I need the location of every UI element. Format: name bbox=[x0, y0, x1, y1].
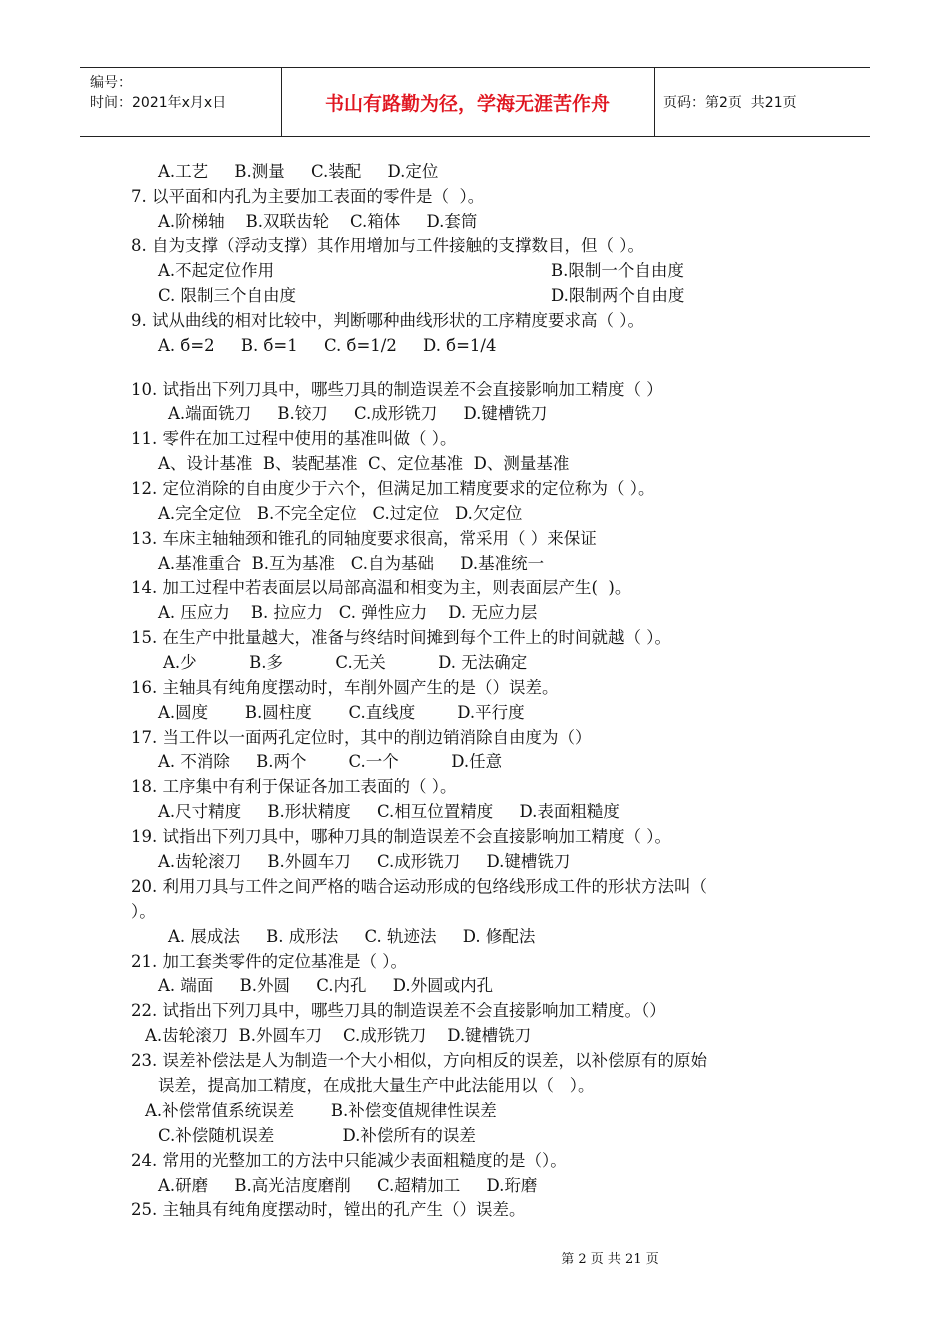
option-line: A.研磨 B.高光洁度磨削 C.超精加工 D.珩磨 bbox=[158, 1176, 538, 1195]
option-line: A.端面铣刀 B.铰刀 C.成形铣刀 D.键槽铣刀 bbox=[168, 404, 548, 423]
question-line: 19. 试指出下列刀具中，哪种刀具的制造误差不会直接影响加工精度（ ）。 bbox=[131, 827, 671, 846]
question-line: 20. 利用刀具与工件之间严格的啮合运动形成的包络线形成工件的形状方法叫（ bbox=[131, 877, 707, 896]
question-line: 14. 加工过程中若表面层以局部高温和相变为主，则表面层产生( )。 bbox=[131, 578, 632, 597]
option-line: A.齿轮滚刀 B.外圆车刀 C.成形铣刀 D.键槽铣刀 bbox=[158, 852, 571, 871]
option-line: A.工艺 B.测量 C.装配 D.定位 bbox=[158, 162, 439, 181]
question-line: 21. 加工套类零件的定位基准是（ ）。 bbox=[131, 952, 407, 971]
question-line: 15. 在生产中批量越大，准备与终结时间摊到每个工件上的时间就越（ ）。 bbox=[131, 628, 671, 647]
question-line: 9. 试从曲线的相对比较中，判断哪种曲线形状的工序精度要求高（ ）。 bbox=[131, 311, 644, 330]
question-line: 16. 主轴具有纯角度摆动时，车削外圆产生的是（）误差。 bbox=[131, 678, 559, 697]
page-footer: 第 2 页 共 21 页 bbox=[561, 1252, 659, 1267]
question-line: 23. 误差补偿法是人为制造一个大小相似，方向相反的误差，以补偿原有的原始 bbox=[131, 1051, 707, 1070]
question-line: 11. 零件在加工过程中使用的基准叫做（ ）。 bbox=[131, 429, 457, 448]
question-line: 12. 定位消除的自由度少于六个，但满足加工精度要求的定位称为（ ）。 bbox=[131, 479, 655, 498]
header-motto: 书山有路勤为径，学海无涯苦作舟 bbox=[324, 92, 610, 115]
question-line: 误差，提高加工精度，在成批大量生产中此法能用以（ ）。 bbox=[158, 1076, 595, 1095]
question-line: ）。 bbox=[131, 902, 156, 921]
option-line: A.不起定位作用 bbox=[158, 261, 275, 280]
option-line: B.限制一个自由度 bbox=[551, 261, 684, 280]
question-line: 10. 试指出下列刀具中，哪些刀具的制造误差不会直接影响加工精度（ ） bbox=[131, 380, 663, 399]
option-line: A. б=2 B. б=1 C. б=1/2 D. б=1/4 bbox=[158, 336, 497, 355]
option-line: A.少 B.多 C.无关 D. 无法确定 bbox=[163, 653, 528, 672]
option-line: A.补偿常值系统误差 B.补偿变值规律性误差 bbox=[145, 1101, 497, 1120]
option-line: A.基准重合 B.互为基准 C.自为基础 D.基准统一 bbox=[158, 554, 545, 573]
option-line: A.完全定位 B.不完全定位 C.过定位 D.欠定位 bbox=[158, 504, 523, 523]
option-line: C. 限制三个自由度 bbox=[158, 286, 297, 305]
document-time-label: 时间：2021年x月x日 bbox=[90, 95, 227, 111]
option-line: A. 不消除 B.两个 C.一个 D.任意 bbox=[158, 752, 503, 771]
option-line: A. 压应力 B. 拉应力 C. 弹性应力 D. 无应力层 bbox=[158, 603, 538, 622]
option-line: A.齿轮滚刀 B.外圆车刀 C.成形铣刀 D.键槽铣刀 bbox=[145, 1026, 532, 1045]
option-line: A.尺寸精度 B.形状精度 C.相互位置精度 D.表面粗糙度 bbox=[158, 802, 620, 821]
option-line: C.补偿随机误差 D.补偿所有的误差 bbox=[158, 1126, 476, 1145]
option-line: A.圆度 B.圆柱度 C.直线度 D.平行度 bbox=[158, 703, 525, 722]
option-line: D.限制两个自由度 bbox=[551, 286, 685, 305]
option-line: A. 展成法 B. 成形法 C. 轨迹法 D. 修配法 bbox=[168, 927, 536, 946]
question-line: 24. 常用的光整加工的方法中只能减少表面粗糙度的是（）。 bbox=[131, 1151, 567, 1170]
header-page-info: 页码：第2页 共21页 bbox=[663, 95, 797, 111]
option-line: A.阶梯轴 B.双联齿轮 C.箱体 D.套筒 bbox=[158, 212, 478, 231]
question-line: 22. 试指出下列刀具中，哪些刀具的制造误差不会直接影响加工精度。（） bbox=[131, 1001, 666, 1020]
question-line: 13. 车床主轴轴颈和锥孔的同轴度要求很高，常采用（ ）来保证 bbox=[131, 529, 597, 548]
question-line: 25. 主轴具有纯角度摆动时，镗出的孔产生（）误差。 bbox=[131, 1200, 526, 1219]
question-line: 8. 自为支撑（浮动支撑）其作用增加与工件接触的支撑数目，但（ ）。 bbox=[131, 236, 644, 255]
question-line: 18. 工序集中有利于保证各加工表面的（ ）。 bbox=[131, 777, 457, 796]
document-number-label: 编号： bbox=[90, 75, 132, 91]
question-line: 7. 以平面和内孔为主要加工表面的零件是（ ）。 bbox=[131, 187, 485, 206]
option-line: A. 端面 B.外圆 C.内孔 D.外圆或内孔 bbox=[158, 976, 494, 995]
option-line: A、设计基准 B、装配基准 C、定位基准 D、测量基准 bbox=[158, 454, 570, 473]
question-line: 17. 当工件以一面两孔定位时，其中的削边销消除自由度为（） bbox=[131, 728, 592, 747]
